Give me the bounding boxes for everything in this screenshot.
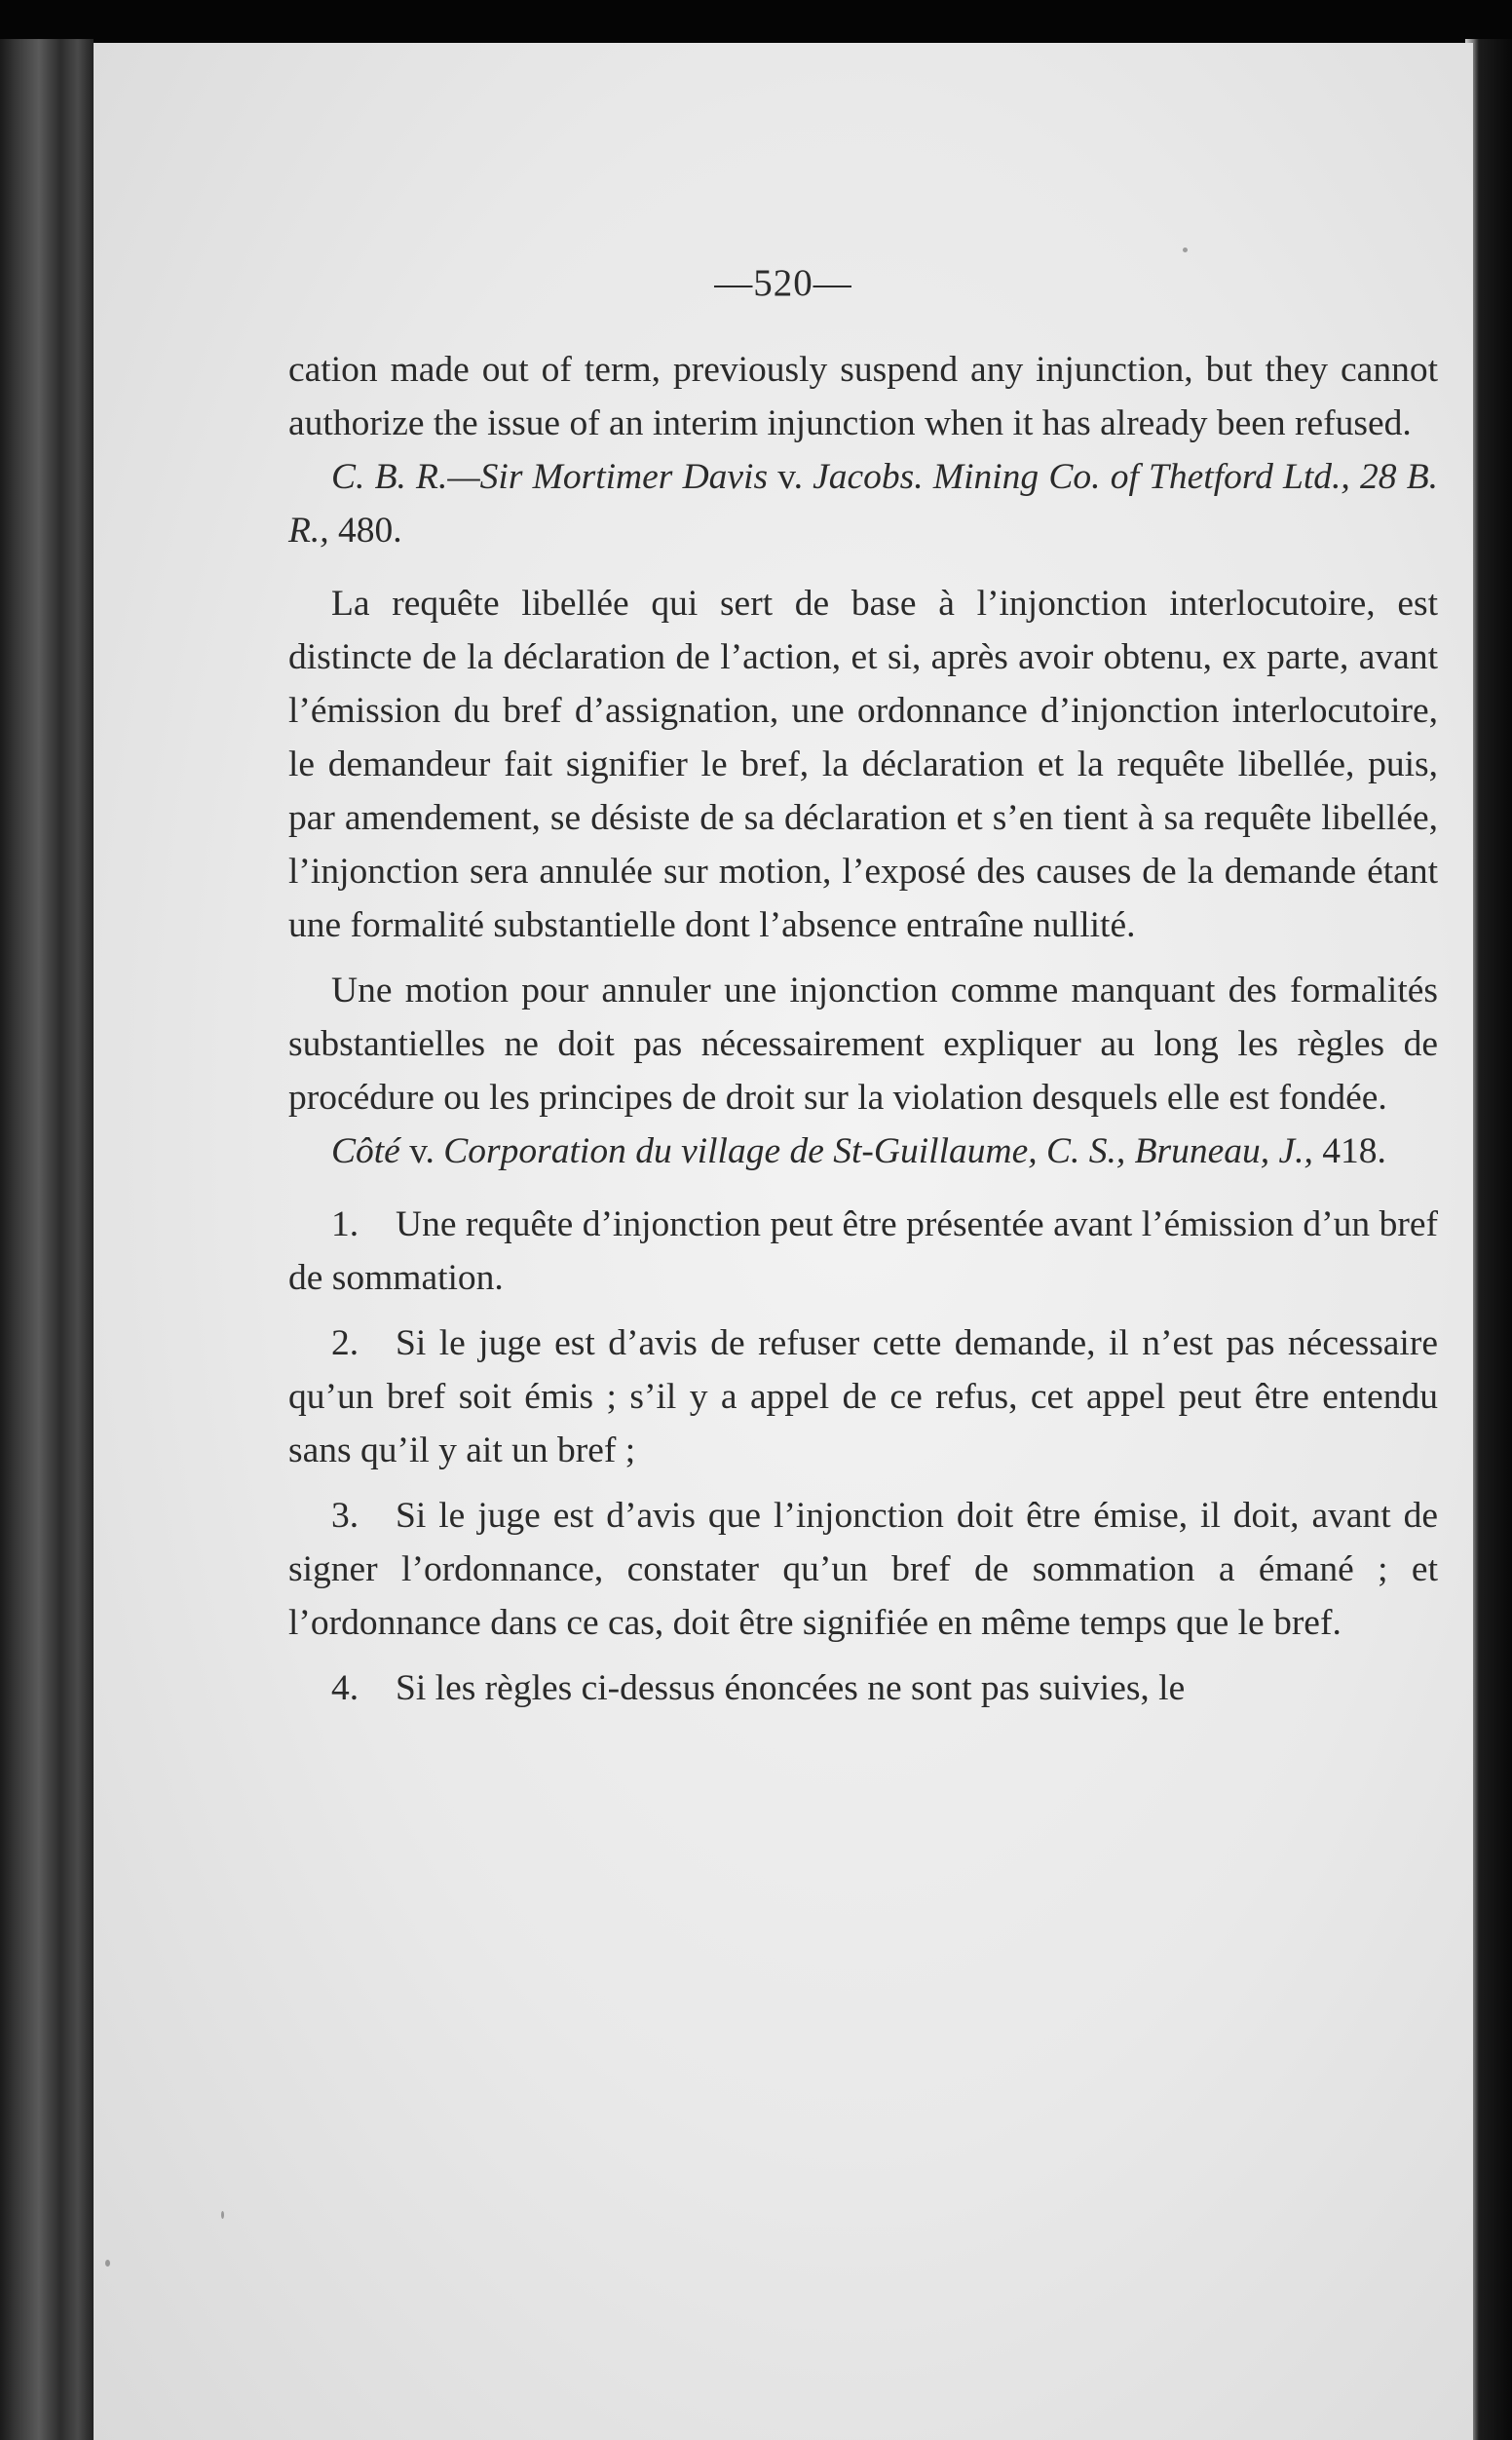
- citation-2-versus: v.: [399, 1131, 444, 1171]
- case-citation-1: [288, 450, 1438, 557]
- scan-speck: [1183, 248, 1188, 252]
- numbered-item-2: [288, 1316, 1438, 1477]
- book-page: [94, 43, 1473, 2440]
- item-3-number: 3.: [331, 1496, 359, 1536]
- item-4-text: Si les règles ci-dessus énoncées ne sont pas suivies, le: [396, 1668, 1186, 1708]
- scan-top-border: [0, 0, 1512, 43]
- book-binding-edge: [0, 39, 94, 2440]
- citation-2-page: 418.: [1312, 1131, 1386, 1171]
- item-1-text: Une requête d’injonction peut être présentée avant l’émission d’un bref de sommation.: [288, 1204, 1438, 1298]
- scan-speck: [221, 2211, 224, 2219]
- paragraph-continuation: cation made out of term, previously suspend any injunction, but they cannot authorize the issue of an interim injunction when it has already been refused.: [288, 350, 1438, 443]
- item-4-number: 4.: [331, 1668, 359, 1708]
- scan-speck: [105, 2260, 110, 2267]
- item-2-number: 2.: [331, 1323, 359, 1363]
- numbered-item-4: [288, 1661, 1438, 1715]
- numbered-item-3: [288, 1489, 1438, 1650]
- item-1-number: 1.: [331, 1204, 359, 1244]
- citation-2-defendant: Corporation du village de St-Guillaume, C. S., Bruneau, J.,: [443, 1131, 1313, 1171]
- case-citation-2: [288, 1125, 1438, 1178]
- citation-2-plaintiff: Côté: [331, 1131, 400, 1171]
- citation-1-court-party: C. B. R.—Sir Mortimer Davis: [331, 457, 769, 497]
- citation-1-page: 480.: [328, 511, 402, 551]
- paragraph-motion-annuler: Une motion pour annuler une injonction comme manquant des formalités substantielles ne doit pas nécessairement expliquer au long les règles de procédure ou les principes de droit sur la violation desquels elle est fondée.: [288, 971, 1438, 1118]
- citation-1-defendant: Jacobs. Mining Co. of Thetford Ltd., 28 B. R.,: [288, 457, 1438, 551]
- citation-1-versus: v.: [768, 457, 813, 497]
- item-2-text: Si le juge est d’avis de refuser cette demande, il n’est pas nécessaire qu’un bref soit émis ; s’il y a appel de ce refus, cet appel peut être entendu sans qu’il y ait un bref ;: [288, 1323, 1438, 1470]
- item-3-text: Si le juge est d’avis que l’injonction doit être émise, il doit, avant de signer l’ordonnance, constater qu’un bref de sommation a émané ; et l’ordonnance dans ce cas, doit être signifiée en même temps que le bref.: [288, 1496, 1438, 1643]
- page-number: —520—: [714, 262, 852, 304]
- page-body: [288, 343, 1438, 1715]
- numbered-item-1: [288, 1198, 1438, 1305]
- paragraph-requete-libellee: La requête libellée qui sert de base à l’injonction interlocutoire, est distincte de la déclaration de l’action, et si, après avoir obtenu, ex parte, avant l’émission du bref d’assignation, une ordonnance d’injonction interlocutoire, le demandeur fait signifier le bref, la déclaration et la requête libellée, puis, par amendement, se désiste de sa déclaration et s’en tient à sa requête libellée, l’injonction sera annulée sur motion, l’exposé des causes de la demande étant une formalité substantielle dont l’absence entraîne nullité.: [288, 584, 1438, 945]
